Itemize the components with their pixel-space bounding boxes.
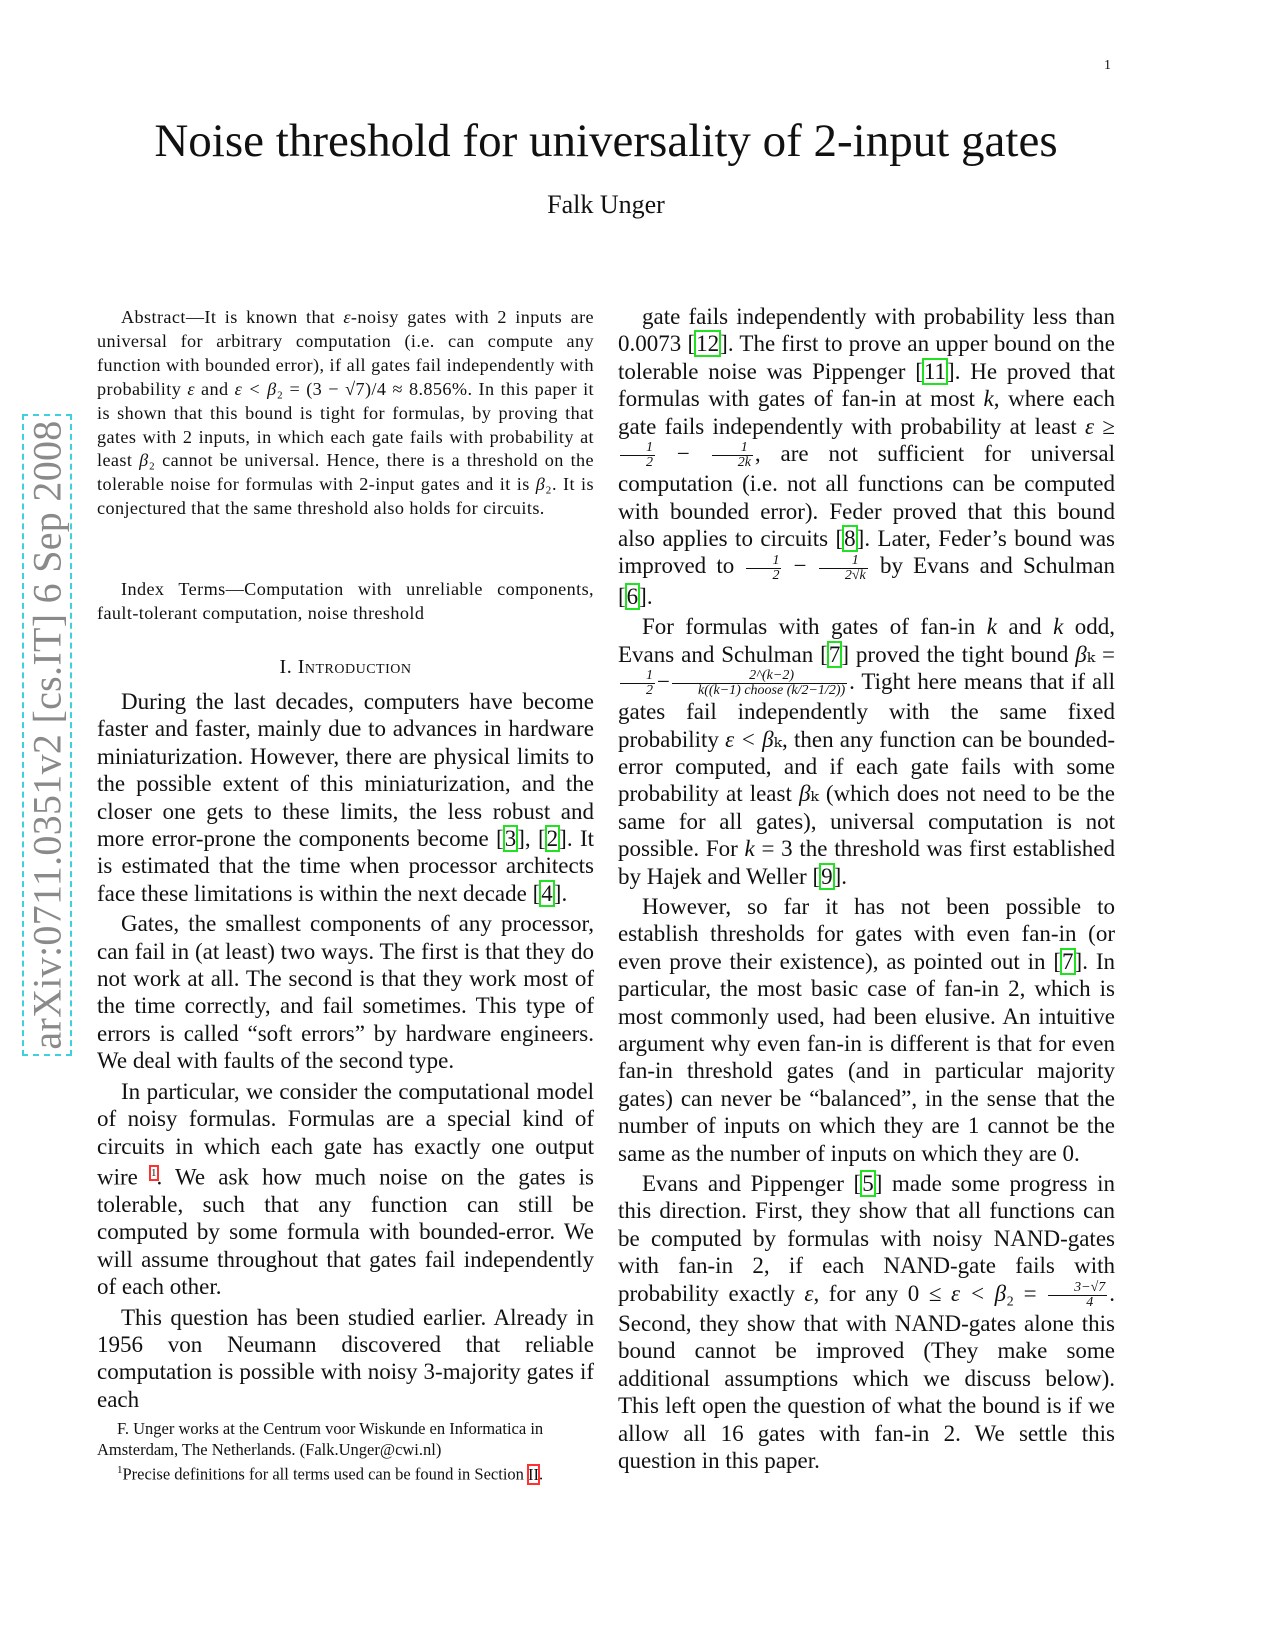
- text-run: . We ask how much noise on the gates is tolerable, such that any function can still be computed by some formula with bounded-error. We will assume throughout that gates fail independently of each other.: [97, 1164, 594, 1300]
- text-run: , for any 0 ≤: [813, 1280, 951, 1306]
- text-run: . It is estimated that the time when processor architects face these limitations is within the next decade: [97, 826, 594, 906]
- citation-link[interactable]: 12: [696, 331, 720, 357]
- text-run: .: [646, 583, 653, 609]
- text-run: ,: [524, 826, 538, 852]
- fraction-numerator: 3−√7: [1048, 1281, 1107, 1296]
- affiliation-footnote: F. Unger works at the Centrum voor Wiskunde en Informatica in Amsterdam, The Netherlands. (Falk.Unger@cwi.nl): [97, 1419, 544, 1459]
- math-symbol: k: [986, 614, 997, 640]
- fraction-numerator: 2^(k−2): [672, 669, 847, 684]
- fraction-denominator: 2: [646, 455, 653, 471]
- text-run: .: [841, 863, 848, 889]
- text-run: proved the tight bound: [849, 641, 1076, 667]
- text-run: This question has been studied earlier. Already in 1956 von Neumann discovered that reliable computation is possible with noisy 3-majority gates if each: [97, 1304, 594, 1412]
- fraction-denominator: 4: [1086, 1294, 1094, 1310]
- text-run: . In particular, the most basic case of fan-in 2, which is most commonly used, had been elusive. An intuitive argument why even fan-in is different is that for even fan-in threshold gates (and in particular majority gates) can never be “balanced”, in the sense that the number of inputs on which they are 1 cannot be the same as the number of inputs on which they are 0.: [618, 948, 1115, 1166]
- math-symbol: β: [798, 781, 811, 807]
- text-run: -noisy gates with 2 inputs are universal for arbitrary computation (i.e. can compute any function with bounded error), if all gates fail independently with probability: [97, 307, 594, 399]
- paragraph: [97, 1304, 594, 1414]
- footnote-text: Precise definitions for all terms used can be found in Section: [122, 1464, 529, 1484]
- text-run: In particular, we consider the computational model of noisy formulas. Formulas are a special kind of circuits in which each gate has exactly one output wire: [97, 1078, 594, 1190]
- text-run: ₂ cannot be universal. Hence, there is a threshold on the tolerable noise for formulas with 2-input gates and it is: [97, 450, 594, 495]
- text-run: ₂. It is conjectured that the same threshold also holds for circuits.: [97, 474, 594, 519]
- fraction-numerator: 1: [746, 554, 781, 569]
- math-symbol: ε: [804, 1280, 814, 1306]
- text-run: by Evans and Schulman: [869, 553, 1115, 579]
- section-title: Introduction: [297, 656, 412, 678]
- text-run: ≥: [1094, 413, 1115, 439]
- fraction: [712, 441, 753, 470]
- arxiv-stamp: [22, 414, 72, 1056]
- fraction-denominator: 2√k: [844, 567, 866, 583]
- math-symbol: ε < β: [725, 726, 774, 752]
- math-symbol: k: [983, 386, 994, 412]
- fraction: [746, 554, 781, 583]
- text-run: . Second, they show that with NAND-gates alone this bound cannot be improved (They make some additional assumptions which we discuss below). This left open the question of what the bound is if we allow all 16 gates with fan-in 2. We settle this question in this paper.: [618, 1280, 1116, 1473]
- abstract-text: [97, 306, 594, 521]
- index-terms: [97, 578, 594, 626]
- text-run: For formulas with gates of fan-in: [642, 614, 987, 640]
- footnote-mark: 1: [117, 1464, 123, 1476]
- paragraph: However, so far it has not been possible to establish thresholds for gates with even fan-in (or even prove their existence), as pointed out in [7]. In particular, the most basic case of fan-in 2, which is most commonly used, had been elusive. An intuitive argument why even fan-in is different is that for even fan-in threshold gates (and in particular majority gates) can never be “balanced”, in the sense that the number of inputs on which they are 1 cannot be the same as the number of inputs on which they are 0.: [618, 893, 1115, 1166]
- citation-link[interactable]: 3: [504, 826, 517, 852]
- footnotes: [97, 1418, 594, 1485]
- text-run: ₖ =: [1086, 641, 1115, 667]
- arxiv-id: arXiv:0711.0351v2 [cs.IT] 6 Sep 2008: [24, 420, 70, 1050]
- text-run: Abstract—It is known that: [121, 307, 344, 327]
- math-symbol: β: [139, 450, 149, 471]
- math-symbol: ε < β: [950, 1280, 1007, 1306]
- fraction: [620, 669, 655, 698]
- text-run: Evans and Pippenger: [642, 1171, 854, 1197]
- text-run: . Later, Feder’s bound was improved to: [618, 526, 1115, 579]
- fraction: [672, 669, 847, 698]
- citation-link[interactable]: 6: [626, 583, 639, 609]
- text-run: −: [657, 441, 710, 467]
- text-run: −: [657, 668, 670, 694]
- math-symbol: k: [744, 836, 755, 862]
- text-run: However, so far it has not been possible to establish thresholds for gates with even fan-in (or even prove their existence), as pointed out in: [618, 893, 1115, 974]
- math-symbol: ε: [1084, 413, 1095, 439]
- paragraph: For formulas with gates of fan-in k and k odd, Evans and Schulman [7] proved the tight bound βₖ = $\frac{1}{2}$ − $\frac{2\^{}(k-2)}{\text{k((k−1) choose (k/2−1/2))}}$ . Tight here means that if all gates fail independently with the same fixed probability ε < βₖ, then any function can be bounded-error computed, and if each gate fails with some probability at least βₖ (which does not need to be the same for all gates), universal computation is not possible. For k = 3 the threshold was first established by Hajek and Weller [9].: [618, 614, 1116, 889]
- text-run: ₖ (which does not need to be the same for all gates), universal computation is not possible. For: [618, 781, 1115, 862]
- fraction-numerator: 1: [620, 441, 655, 456]
- footnote-1: [97, 1460, 594, 1485]
- math-symbol: k: [1053, 614, 1064, 640]
- fraction-numerator: 1: [620, 669, 655, 684]
- fraction-denominator: 2k: [737, 455, 751, 471]
- paragraph: gate fails independently with probability less than 0.0073 [12]. The first to prove an upper bound on the tolerable noise was Pippenger [11]. He proved that formulas with gates of fan-in at most k, where each gate fails independently with probability at least ε ≥ $\frac{1}{2}$ − $\frac{1}{2k}$ , are not sufficient for universal computation (i.e. not all functions can be computed with bounded error). Feder proved that this bound also applies to circuits [8]. Later, Feder’s bound was improved to $\frac{1}{2}$ − $\frac{1}{2√k}$ by Evans and Schulman [6].: [618, 304, 1116, 609]
- citation-link[interactable]: 8: [844, 526, 856, 552]
- fraction-denominator: 2: [772, 567, 780, 583]
- text-run: .: [561, 880, 568, 906]
- text-run: . Tight here means that if all gates fail independently with the same fixed probability: [618, 668, 1115, 752]
- citation-link[interactable]: 7: [1062, 948, 1074, 974]
- paragraph: Evans and Pippenger [5] made some progress in this direction. First, they show that all functions can be computed by formulas with noisy NAND-gates with fan-in 2, if each NAND-gate fails with probability exactly ε, for any 0 ≤ ε < β₂ = $\frac{3-√7}{4}$ . Second, they show that with NAND-gates alone this bound cannot be improved (They make some additional assumptions which we discuss below). This left open the question of what the bound is if we allow all 16 gates with fan-in 2. We settle this question in this paper.: [618, 1171, 1116, 1473]
- math-symbol: ε < β: [234, 378, 277, 399]
- paper-title: Noise threshold for universality of 2-input gates: [154, 115, 1058, 167]
- math-symbol: ε: [343, 307, 351, 327]
- math-symbol: ε: [187, 378, 195, 399]
- index-terms-text: Index Terms—Computation with unreliable components, fault-tolerant computation, noise threshold: [97, 579, 594, 623]
- text-run: gate fails independently with probability less than 0.0073: [618, 304, 1115, 357]
- section-number: I.: [279, 656, 298, 678]
- footnote-link[interactable]: 1: [151, 1166, 157, 1179]
- paragraph: During the last decades, computers have become faster and faster, mainly due to advances in hardware miniaturization. However, there are physical limits to the possible extent of this miniaturization, and the closer one gets to these limits, the less robust and more error-prone the components become [3], [2]. It is estimated that the time when processor architects face these limitations is within the next decade [4].: [97, 689, 594, 906]
- left-column-body: [97, 688, 594, 1416]
- paragraph: [97, 1078, 594, 1301]
- citation-link[interactable]: 11: [923, 358, 947, 384]
- citation-link[interactable]: 5: [862, 1171, 874, 1197]
- citation-link[interactable]: 9: [821, 863, 833, 889]
- text-run: odd, Evans and Schulman: [618, 614, 1116, 667]
- text-run: made some progress in this direction. First, they show that all functions can be computed by formulas with noisy NAND-gates with fan-in 2, if each NAND-gate fails with probability exactly: [618, 1171, 1115, 1306]
- text-run: and: [194, 378, 235, 399]
- footnote-end: .: [539, 1464, 544, 1484]
- section-heading: [97, 656, 594, 679]
- text-run: = 3 the threshold was first established by Hajek and Weller: [618, 836, 1116, 889]
- section-link[interactable]: II: [528, 1464, 540, 1484]
- citation-link[interactable]: 7: [828, 641, 841, 667]
- text-run: , where each gate fails independently with probability at least: [618, 386, 1116, 439]
- text-run: . The first to prove an upper bound on the tolerable noise was Pippenger: [618, 331, 1115, 384]
- text-run: . He proved that formulas with gates of fan-in at most: [618, 358, 1115, 412]
- text-run: During the last decades, computers have become faster and faster, mainly due to advances in hardware miniaturization. However, there are physical limits to the possible extent of this miniaturization, and the closer one gets to these limits, the less robust and more error-prone the components become: [97, 689, 594, 852]
- text-run: ₖ, then any function can be bounded-error computed, and if each gate fails with some probability at least: [618, 726, 1115, 807]
- author: Falk Unger: [547, 190, 665, 219]
- right-column-body: [618, 303, 1115, 1477]
- fraction-numerator: 1: [819, 554, 868, 569]
- text-run: ₂ = (3 − √7)/4 ≈ 8.856%. In this paper it is shown that this bound is tight for formulas, by proving that gates with 2 inputs, in which each gate fails with probability at least: [97, 378, 594, 471]
- math-symbol: β: [1075, 641, 1087, 667]
- text-run: and: [996, 614, 1054, 640]
- page-number: 1: [1104, 58, 1111, 73]
- math-symbol: β: [535, 474, 546, 495]
- fraction: [1048, 1281, 1107, 1310]
- fraction-denominator: 2: [646, 683, 653, 699]
- abstract: [97, 306, 594, 521]
- fraction: [819, 554, 868, 583]
- text-run: ₂ =: [1006, 1280, 1047, 1306]
- text-run: −: [783, 553, 817, 579]
- fraction: [620, 441, 655, 470]
- citation-link[interactable]: 4: [541, 880, 553, 906]
- text-run: Gates, the smallest components of any processor, can fail in (at least) two ways. The first is that they do not work at all. The second is that they work most of the time correctly, and fail sometimes. This type of errors is called “soft errors” by hardware engineers. We deal with faults of the second type.: [97, 911, 594, 1074]
- paragraph: [97, 910, 594, 1074]
- text-run: , are not sufficient for universal computation (i.e. not all functions can be computed with bounded error). Feder proved that this bound also applies to circuits: [618, 441, 1115, 552]
- citation-link[interactable]: 2: [546, 826, 559, 852]
- fraction-numerator: 1: [712, 441, 753, 456]
- fraction-denominator: k((k−1) choose (k/2−1/2)): [697, 683, 846, 699]
